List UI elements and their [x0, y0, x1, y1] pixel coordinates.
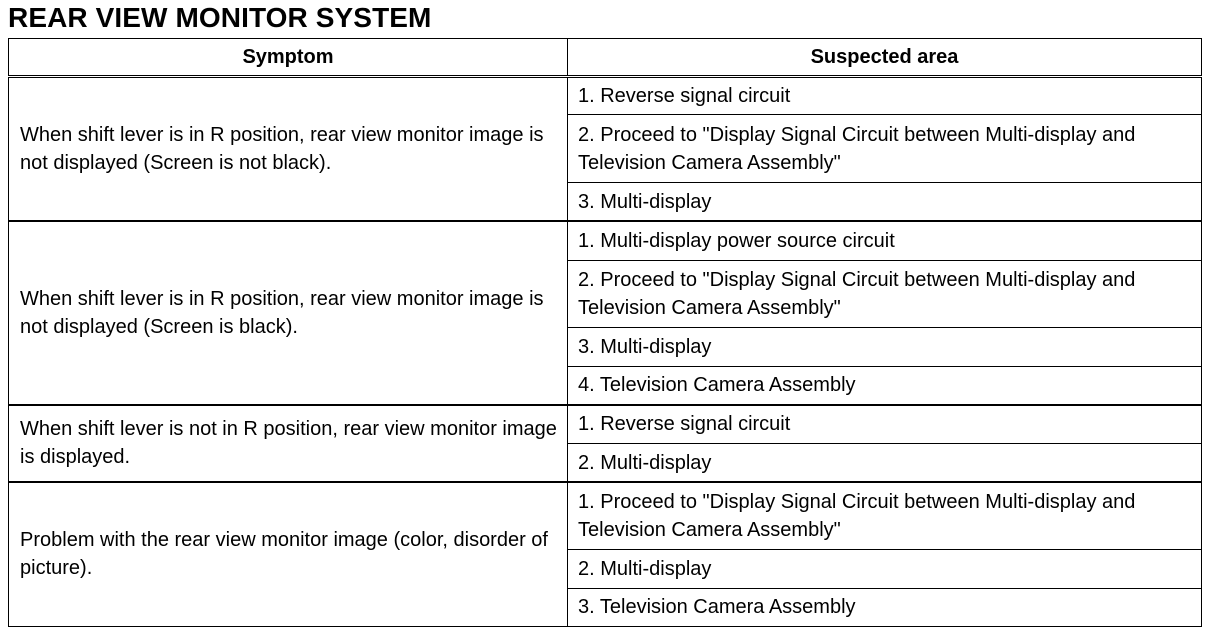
suspected-area-cell: 2. Multi-display — [568, 549, 1202, 588]
symptom-cell: Problem with the rear view monitor image (color, disorder of picture). — [9, 482, 568, 627]
suspected-area-cell: 2. Proceed to "Display Signal Circuit between Multi-display and Television Camera Assembly" — [568, 260, 1202, 327]
suspected-area-cell: 2. Multi-display — [568, 444, 1202, 482]
suspected-area-cell: 3. Television Camera Assembly — [568, 588, 1202, 626]
symptom-cell: When shift lever is in R position, rear view monitor image is not displayed (Screen is black). — [9, 221, 568, 405]
header-row — [9, 39, 1202, 77]
table-row — [9, 482, 1202, 549]
suspected-area-cell: 1. Reverse signal circuit — [568, 405, 1202, 444]
suspected-area-cell: 3. Multi-display — [568, 183, 1202, 221]
suspected-area-cell: 1. Multi-display power source circuit — [568, 221, 1202, 260]
suspected-area-cell: 2. Proceed to "Display Signal Circuit between Multi-display and Television Camera Assembly" — [568, 115, 1202, 183]
suspected-area-cell: 4. Television Camera Assembly — [568, 367, 1202, 405]
suspected-area-cell: 3. Multi-display — [568, 327, 1202, 366]
suspected-area-cell: 1. Proceed to "Display Signal Circuit between Multi-display and Television Camera Assembly" — [568, 482, 1202, 549]
suspected-area-column-header: Suspected area — [568, 39, 1202, 77]
suspected-area-cell: 1. Reverse signal circuit — [568, 77, 1202, 115]
troubleshooting-table — [8, 38, 1202, 627]
table-row — [9, 77, 1202, 115]
symptom-cell: When shift lever is not in R position, rear view monitor image is displayed. — [9, 405, 568, 482]
table-row — [9, 405, 1202, 444]
symptom-column-header: Symptom — [9, 39, 568, 77]
page-title: REAR VIEW MONITOR SYSTEM — [8, 2, 432, 33]
table-row — [9, 221, 1202, 260]
symptom-cell: When shift lever is in R position, rear view monitor image is not displayed (Screen is not black). — [9, 77, 568, 221]
